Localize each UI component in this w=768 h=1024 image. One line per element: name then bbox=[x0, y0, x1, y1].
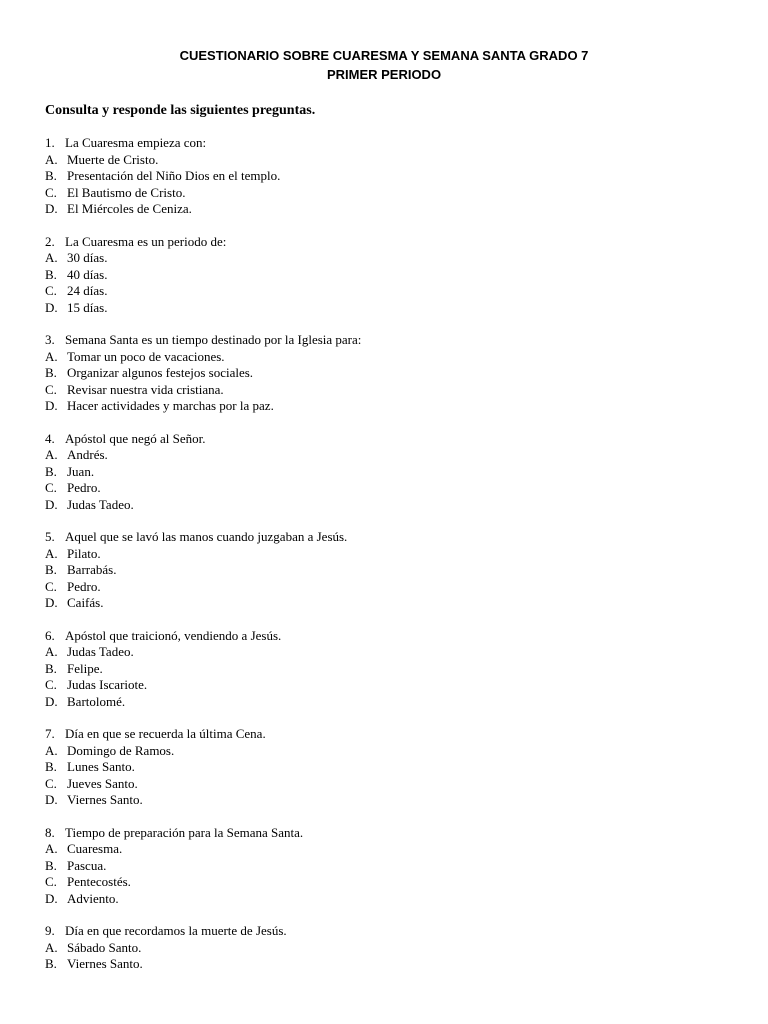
option-text: Judas Iscariote. bbox=[67, 677, 148, 692]
question-text: Semana Santa es un tiempo destinado por la Iglesia para: bbox=[65, 332, 362, 347]
question-block bbox=[45, 135, 745, 218]
answer-option bbox=[45, 759, 745, 776]
document-title: CUESTIONARIO SOBRE CUARESMA Y SEMANA SANTA GRADO 7 bbox=[179, 48, 589, 63]
question-line bbox=[45, 825, 745, 842]
option-letter: D. bbox=[45, 398, 58, 413]
option-text: Felipe. bbox=[67, 660, 103, 676]
option-letter: A. bbox=[45, 545, 58, 561]
option-letter: C. bbox=[45, 874, 57, 889]
option-letter: D. bbox=[45, 890, 58, 906]
question-number: 6. bbox=[45, 627, 55, 643]
answer-option bbox=[45, 595, 745, 612]
question-block bbox=[45, 234, 745, 317]
answer-option bbox=[45, 579, 745, 596]
option-text: Sábado Santo. bbox=[67, 939, 142, 955]
answer-option bbox=[45, 250, 745, 267]
option-text: Judas Tadeo. bbox=[67, 496, 134, 512]
option-letter: B. bbox=[45, 956, 57, 971]
question-block bbox=[45, 923, 745, 973]
question-text: Aquel que se lavó las manos cuando juzgaban a Jesús. bbox=[65, 529, 348, 544]
option-letter: C. bbox=[45, 578, 57, 594]
option-letter: B. bbox=[45, 168, 57, 183]
option-letter: B. bbox=[45, 660, 57, 676]
document-subtitle: PRIMER PERIODO bbox=[326, 67, 442, 82]
option-text: Presentación del Niño Dios en el templo. bbox=[67, 168, 281, 183]
answer-option bbox=[45, 743, 745, 760]
option-letter: B. bbox=[45, 759, 57, 774]
option-letter: C. bbox=[45, 283, 57, 298]
option-text: Caifás. bbox=[67, 595, 104, 610]
option-text: 24 días. bbox=[67, 283, 108, 298]
question-number: 1. bbox=[45, 135, 55, 150]
option-text: Muerte de Cristo. bbox=[67, 151, 159, 167]
option-letter: C. bbox=[45, 184, 57, 200]
answer-option bbox=[45, 841, 745, 858]
answer-option bbox=[45, 185, 745, 202]
question-text: Apóstol que traicionó, vendiendo a Jesús. bbox=[65, 627, 282, 643]
option-letter: D. bbox=[45, 693, 58, 709]
answer-option bbox=[45, 365, 745, 382]
answer-option bbox=[45, 874, 745, 891]
answer-option bbox=[45, 694, 745, 711]
question-line bbox=[45, 628, 745, 645]
option-letter: A. bbox=[45, 742, 58, 758]
option-letter: D. bbox=[45, 496, 58, 512]
question-block bbox=[45, 529, 745, 612]
option-text: Pentecostés. bbox=[67, 874, 131, 889]
question-line bbox=[45, 923, 745, 940]
option-text: Jueves Santo. bbox=[67, 775, 138, 791]
option-letter: B. bbox=[45, 562, 57, 577]
option-text: Pilato. bbox=[67, 545, 101, 561]
answer-option bbox=[45, 300, 745, 317]
answer-option bbox=[45, 398, 745, 415]
option-letter: A. bbox=[45, 841, 58, 856]
option-letter: D. bbox=[45, 595, 58, 610]
option-text: Pascua. bbox=[67, 857, 107, 873]
question-line bbox=[45, 332, 745, 349]
answer-option bbox=[45, 168, 745, 185]
option-text: Adviento. bbox=[67, 890, 119, 906]
question-line bbox=[45, 431, 745, 448]
option-letter: A. bbox=[45, 250, 58, 265]
option-letter: C. bbox=[45, 381, 57, 397]
question-number: 2. bbox=[45, 233, 55, 249]
option-text: Andrés. bbox=[67, 447, 108, 462]
option-text: Pedro. bbox=[67, 480, 101, 495]
option-letter: B. bbox=[45, 463, 57, 479]
question-text: Apóstol que negó al Señor. bbox=[65, 430, 206, 446]
option-text: Judas Tadeo. bbox=[67, 644, 134, 659]
option-text: 30 días. bbox=[67, 250, 108, 265]
question-line bbox=[45, 726, 745, 743]
option-text: Viernes Santo. bbox=[67, 792, 143, 807]
option-text: Cuaresma. bbox=[67, 841, 123, 856]
answer-option bbox=[45, 546, 745, 563]
question-text: Tiempo de preparación para la Semana Santa. bbox=[65, 824, 304, 840]
answer-option bbox=[45, 464, 745, 481]
answer-option bbox=[45, 382, 745, 399]
option-text: Pedro. bbox=[67, 578, 101, 594]
question-block bbox=[45, 726, 745, 809]
option-letter: C. bbox=[45, 775, 57, 791]
option-text: El Bautismo de Cristo. bbox=[67, 184, 186, 200]
answer-option bbox=[45, 677, 745, 694]
option-text: Barrabás. bbox=[67, 562, 117, 577]
question-line bbox=[45, 234, 745, 251]
answer-option bbox=[45, 644, 745, 661]
question-text: Día en que se recuerda la última Cena. bbox=[65, 726, 266, 741]
option-letter: A. bbox=[45, 348, 58, 364]
option-letter: D. bbox=[45, 792, 58, 807]
answer-option bbox=[45, 562, 745, 579]
option-text: Hacer actividades y marchas por la paz. bbox=[67, 398, 274, 413]
question-block bbox=[45, 332, 745, 415]
answer-option bbox=[45, 283, 745, 300]
option-text: Lunes Santo. bbox=[67, 759, 135, 774]
question-number: 8. bbox=[45, 824, 55, 840]
question-block bbox=[45, 628, 745, 711]
option-letter: C. bbox=[45, 480, 57, 495]
question-number: 4. bbox=[45, 430, 55, 446]
option-letter: A. bbox=[45, 447, 58, 462]
option-text: 40 días. bbox=[67, 266, 108, 282]
question-number: 9. bbox=[45, 923, 55, 938]
answer-option bbox=[45, 267, 745, 284]
answer-option bbox=[45, 858, 745, 875]
option-text: Domingo de Ramos. bbox=[67, 742, 175, 758]
option-text: Organizar algunos festejos sociales. bbox=[67, 365, 254, 380]
answer-option bbox=[45, 201, 745, 218]
question-text: Día en que recordamos la muerte de Jesús. bbox=[65, 923, 287, 938]
question-number: 7. bbox=[45, 726, 55, 741]
question-block bbox=[45, 431, 745, 514]
option-text: Juan. bbox=[67, 463, 95, 479]
answer-option bbox=[45, 792, 745, 809]
option-text: Viernes Santo. bbox=[67, 956, 143, 971]
option-text: 15 días. bbox=[67, 299, 108, 315]
answer-option bbox=[45, 940, 745, 957]
answer-option bbox=[45, 956, 745, 973]
option-letter: D. bbox=[45, 201, 58, 216]
question-line bbox=[45, 529, 745, 546]
answer-option bbox=[45, 497, 745, 514]
option-letter: A. bbox=[45, 939, 58, 955]
option-letter: A. bbox=[45, 644, 58, 659]
question-text: La Cuaresma empieza con: bbox=[65, 135, 207, 150]
answer-option bbox=[45, 661, 745, 678]
option-text: Revisar nuestra vida cristiana. bbox=[67, 381, 224, 397]
question-number: 3. bbox=[45, 332, 55, 347]
option-letter: B. bbox=[45, 266, 57, 282]
answer-option bbox=[45, 480, 745, 497]
question-text: La Cuaresma es un periodo de: bbox=[65, 233, 227, 249]
option-letter: A. bbox=[45, 151, 58, 167]
answer-option bbox=[45, 891, 745, 908]
answer-option bbox=[45, 152, 745, 169]
option-letter: B. bbox=[45, 857, 57, 873]
option-letter: C. bbox=[45, 677, 57, 692]
option-letter: B. bbox=[45, 365, 57, 380]
option-text: El Miércoles de Ceniza. bbox=[67, 201, 192, 216]
answer-option bbox=[45, 349, 745, 366]
question-block bbox=[45, 825, 745, 908]
question-line bbox=[45, 135, 745, 152]
instructions-text: Consulta y responde las siguientes preguntas. bbox=[45, 103, 316, 118]
question-number: 5. bbox=[45, 529, 55, 544]
option-text: Tomar un poco de vacaciones. bbox=[67, 348, 225, 364]
option-text: Bartolomé. bbox=[67, 693, 126, 709]
answer-option bbox=[45, 447, 745, 464]
answer-option bbox=[45, 776, 745, 793]
option-letter: D. bbox=[45, 299, 58, 315]
questions-list bbox=[45, 135, 745, 989]
